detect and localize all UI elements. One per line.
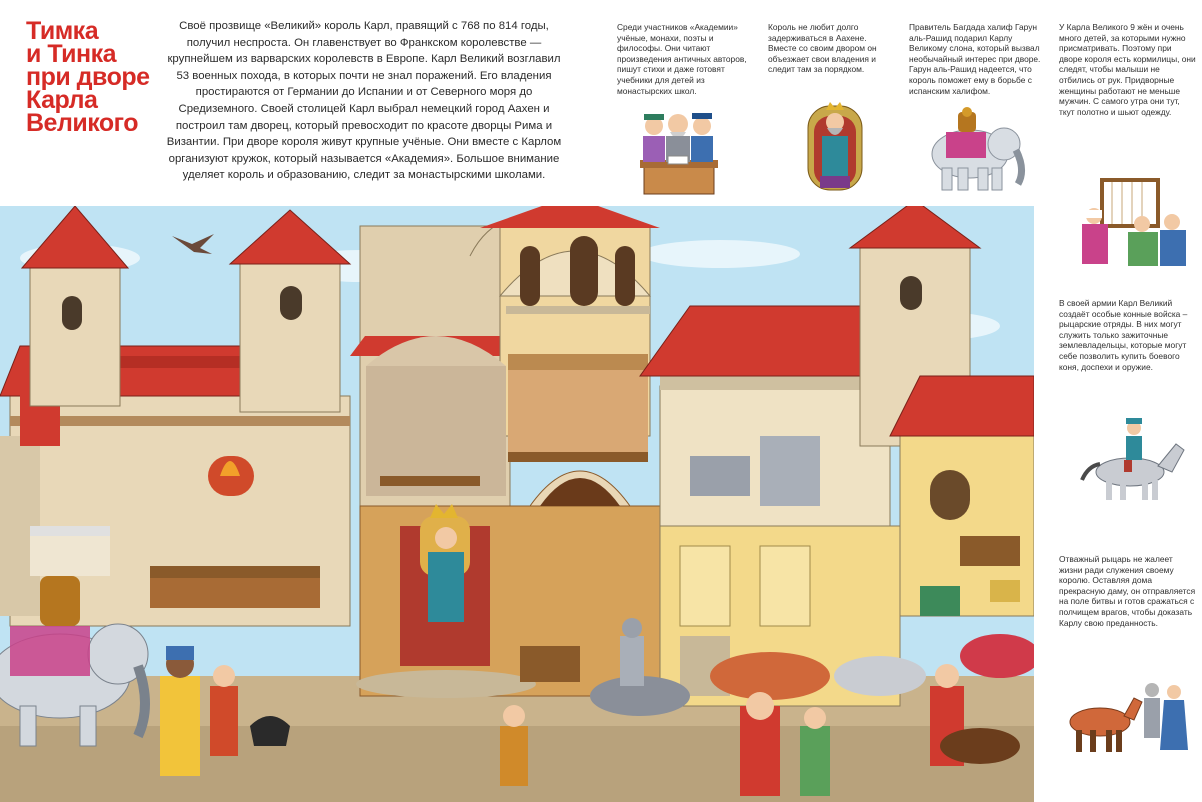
caption-army: В своей армии Карл Великий создаёт особые конные войска – рыцарские отряды. В них могут служить только зажиточные землевладельцы, которые могут себе позволить купить боевого коня, доспехи и оружие. [1059,298,1188,372]
title-line: и Тинка [26,40,117,68]
caption-elephant: Правитель Багдада халиф Гарун аль-Рашид подарил Карлу Великому слона, который вызвал необычайный интерес при дворе. Гарун аль-Рашид надеется, что король поможет ему в борьбе с испанским халифом. [909,22,1041,96]
academy-scholars-illustration [628,106,728,198]
title-line: Карла [26,86,98,114]
castle-scene-illustration [0,206,1034,802]
intro-paragraph: Своё прозвище «Великий» король Карл, правящий с 768 по 814 годы, получил неспроста. Он главенствует во Франкском королевстве — крупнейшем из варварских королевств в Европе. Карл Великий возглавил 53 военных похода, в которых почти не знал поражений. Его владения простираются от Германии до Испании и от Северного моря до Средиземного. Своей столицей Карл выбрал немецкий город Аахен и построил там дворец, который превосходит по красоте дворцы Рима и Византии. При дворе короля живут крупные учёные. Они вместе с Карлом организуют кружок, который называется «Академия». Большое внимание уделяет король и образованию, следит за монастырскими школами. [166,20,562,182]
elephant-illustration [918,106,1028,196]
caption-knight: Отважный рыцарь не жалеет жизни ради служения своему королю. Оставляя дома прекрасную даму, он отправляется на поле битвы и готов сражаться с полчищем врагов, чтобы доказать Карлу свою преданность. [1059,554,1196,628]
knight-and-lady-illustration [1060,676,1190,758]
caption-travel: Король не любит долго задерживаться в Аахене. Вместе со своим двором он объезжает свои владения и следит там за порядком. [768,22,877,75]
weaving-women-illustration [1072,176,1192,272]
caption-academy: Среди участников «Академии» учёные, монахи, поэты и философы. Они читают произведения античных авторов, пишут стихи и даже готовят учебники для детей из монастырских школ. [617,22,747,96]
title-line: Тимка [26,17,99,45]
caption-children: У Карла Великого 9 жён и очень много детей, за которыми нужно присматривать. Поэтому при дворе короля есть кормилицы, они следят, чтобы малыши не отбились от рук. Придворные женщины работают не меньше мужчин. С самого утра они тут, ткут полотно и шьют одежду. [1059,22,1196,117]
title-line: при дворе [26,63,150,91]
king-on-throne-illustration [800,96,870,196]
page-title [26,17,156,137]
rider-illustration [1072,418,1192,504]
title-line: Великого [26,109,139,137]
